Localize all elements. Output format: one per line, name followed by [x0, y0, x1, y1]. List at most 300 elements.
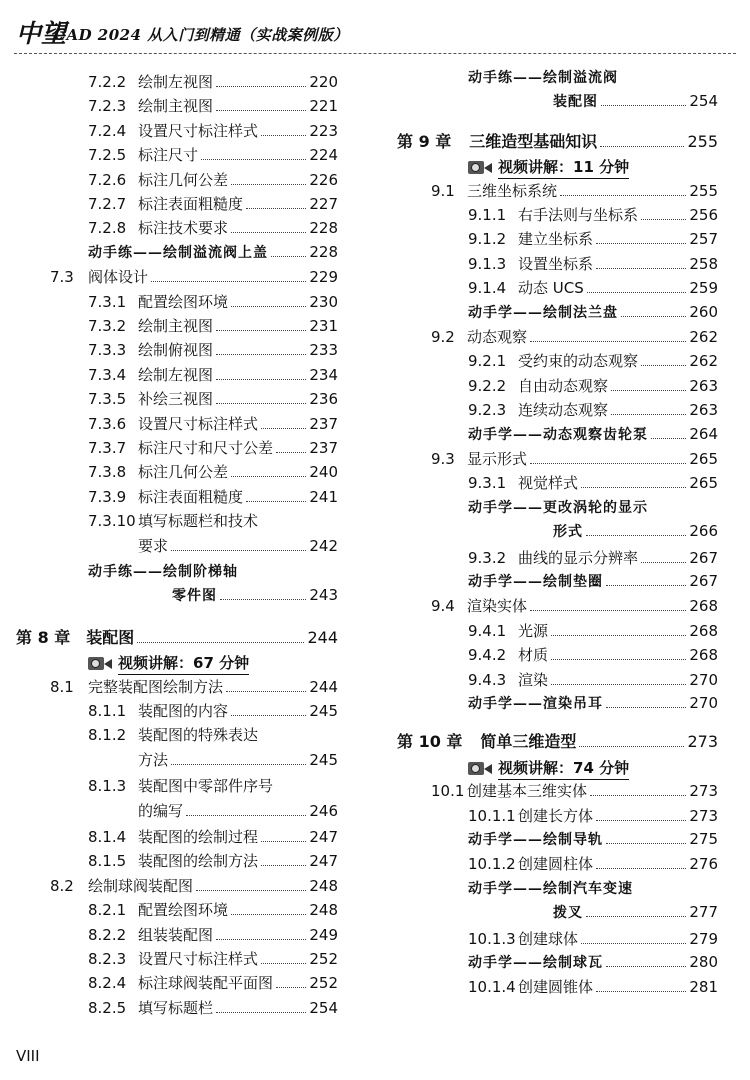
toc-entry[interactable] — [468, 472, 718, 494]
subsection-title-cont: 的编写 — [138, 801, 184, 820]
subsection-number: 7.2.6 — [88, 170, 127, 189]
toc-entry[interactable] — [50, 676, 338, 698]
page-number: 270 — [689, 694, 718, 712]
subsection-title: 填写标题栏 — [138, 998, 214, 1017]
toc-entry[interactable] — [88, 120, 338, 142]
toc-entry[interactable] — [138, 749, 338, 771]
subsection-title: 标注几何公差 — [138, 463, 229, 482]
subsection-title: 标注尺寸和尺寸公差 — [138, 439, 274, 457]
subsection-number: 9.3.2 — [468, 548, 507, 567]
toc-entry[interactable] — [88, 217, 338, 239]
exercise-title: 动手学——绘制汽车变速 — [468, 880, 633, 897]
page-number: 252 — [309, 950, 338, 968]
subsection-number: 7.2.5 — [88, 146, 127, 165]
page-number: 228 — [309, 219, 338, 238]
exercise-title: 动手学——绘制导轨 — [468, 832, 603, 848]
exercise-title-cont: 零件图 — [172, 588, 217, 605]
subsection-number: 9.3.1 — [468, 474, 507, 493]
leader-dots — [581, 487, 686, 488]
toc-entry[interactable] — [88, 364, 338, 386]
chapter-number: 第 8 章 — [16, 627, 71, 647]
leader-dots — [551, 659, 686, 660]
subsection-title: 组装装配图 — [138, 925, 214, 944]
page-number: 237 — [309, 414, 338, 433]
leader-dots — [590, 795, 686, 796]
video-camera-icon — [468, 159, 492, 176]
page-number: 249 — [309, 925, 338, 944]
toc-entry[interactable] — [88, 315, 338, 337]
toc-entry[interactable] — [88, 388, 338, 410]
page-number: 268 — [689, 597, 718, 616]
toc-entry[interactable] — [468, 669, 718, 691]
exercise-title: 动手学——动态观察齿轮泵 — [468, 426, 648, 443]
toc-entry[interactable] — [397, 129, 718, 151]
leader-dots — [261, 428, 306, 429]
subsection-title: 创建圆柱体 — [518, 855, 594, 874]
toc-left-column — [0, 0, 360, 1080]
leader-dots — [621, 316, 686, 317]
toc-entry[interactable] — [88, 700, 338, 722]
toc-entry[interactable] — [88, 242, 338, 264]
toc-entry[interactable] — [468, 302, 718, 324]
toc-right-column — [375, 0, 735, 1080]
chapter-title: 装配图 — [86, 627, 135, 647]
subsection-number: 8.2.5 — [88, 998, 127, 1017]
subsection-title: 右手法则与坐标系 — [518, 206, 639, 224]
leader-dots — [186, 815, 306, 816]
toc-entry[interactable] — [431, 595, 718, 617]
subsection-number: 8.2.2 — [88, 925, 127, 944]
page-number: 280 — [689, 953, 718, 971]
leader-dots — [171, 764, 306, 765]
toc-entry[interactable] — [468, 644, 718, 666]
subsection-number: 7.3.10 — [88, 512, 136, 531]
page-number: 264 — [689, 424, 718, 443]
subsection-title-cont: 方法 — [138, 750, 169, 769]
exercise-title: 动手练——绘制阶梯轴 — [88, 564, 238, 580]
leader-dots — [551, 684, 686, 685]
page-number: 226 — [309, 170, 338, 189]
leader-dots — [196, 890, 306, 891]
toc-entry[interactable] — [468, 375, 718, 397]
section-number: 9.2 — [431, 328, 455, 346]
leader-dots — [530, 341, 686, 342]
leader-dots — [586, 535, 686, 536]
subsection-number: 8.1.5 — [88, 852, 127, 871]
toc-entry[interactable] — [88, 71, 338, 93]
page-number: 233 — [309, 341, 338, 360]
subsection-number: 9.4.3 — [468, 670, 507, 689]
page-number: 277 — [689, 903, 718, 922]
toc-entry[interactable] — [88, 924, 338, 946]
toc-entry[interactable] — [88, 339, 338, 361]
subsection-number: 8.1.3 — [88, 777, 127, 796]
subsection-number: 10.1.2 — [468, 855, 516, 874]
page-number: 273 — [687, 732, 718, 752]
leader-dots — [560, 195, 686, 196]
leader-dots — [261, 865, 306, 866]
subsection-title: 绘制主视图 — [138, 97, 214, 116]
exercise-title-cont: 形式 — [553, 524, 583, 541]
toc-entry[interactable] — [468, 497, 648, 519]
page-number: 257 — [689, 230, 718, 249]
page-number: 244 — [307, 627, 338, 647]
subsection-title: 装配图的绘制过程 — [138, 828, 259, 846]
toc-entry[interactable] — [468, 350, 718, 372]
page-number: 265 — [689, 450, 718, 468]
subsection-number: 8.1.1 — [88, 702, 127, 720]
subsection-title: 填写标题栏和技术 — [138, 512, 259, 531]
toc-entry[interactable] — [88, 486, 338, 508]
section-number: 10.1 — [431, 782, 465, 801]
leader-dots — [530, 610, 686, 611]
page-number: 244 — [309, 677, 338, 696]
subsection-title: 创建长方体 — [518, 806, 594, 825]
leader-dots — [606, 707, 686, 708]
subsection-title: 标注技术要求 — [138, 219, 229, 238]
subsection-number: 7.3.3 — [88, 341, 127, 360]
subsection-number: 8.2.4 — [88, 974, 127, 993]
subsection-number: 9.2.1 — [468, 352, 507, 371]
page-number: 231 — [309, 317, 338, 335]
page-number: 254 — [309, 998, 338, 1017]
leader-dots — [611, 390, 686, 391]
subsection-number: 7.2.7 — [88, 195, 127, 213]
chapter-title: 简单三维造型 — [480, 732, 577, 752]
page-number: 281 — [689, 978, 718, 997]
section-title: 动态观察 — [467, 328, 528, 346]
exercise-title-cont: 拨叉 — [553, 905, 583, 922]
page-number: 241 — [309, 487, 338, 506]
exercise-title: 动手学——更改涡轮的显示 — [468, 499, 648, 516]
toc-entry[interactable] — [553, 521, 718, 543]
subsection-number: 10.1.1 — [468, 806, 516, 825]
leader-dots — [651, 438, 686, 439]
page-number: 267 — [689, 548, 718, 567]
subsection-number: 7.3.6 — [88, 414, 127, 433]
video-camera-icon — [88, 655, 112, 672]
toc-entry[interactable] — [88, 997, 338, 1019]
leader-dots — [216, 379, 306, 380]
leader-dots — [587, 292, 687, 293]
leader-dots — [220, 599, 306, 600]
toc-entry[interactable] — [468, 805, 718, 827]
toc-entry[interactable] — [468, 693, 718, 715]
page-number: 243 — [309, 586, 338, 605]
leader-dots — [216, 86, 306, 87]
page-number: 229 — [309, 268, 338, 287]
page-number: 245 — [309, 702, 338, 720]
page-number: 262 — [689, 352, 718, 371]
subsection-number: 9.4.2 — [468, 646, 507, 665]
subsection-title: 装配图的绘制方法 — [138, 852, 259, 871]
page-number: 263 — [689, 401, 718, 420]
leader-dots — [641, 365, 686, 366]
subsection-number: 9.1.2 — [468, 230, 507, 249]
leader-dots — [231, 914, 306, 915]
subsection-number: 9.2.3 — [468, 401, 507, 420]
section-title: 显示形式 — [467, 450, 528, 468]
exercise-title: 动手学——绘制球瓦 — [468, 955, 603, 971]
toc-entry[interactable] — [468, 878, 633, 900]
subsection-title: 光源 — [518, 621, 549, 640]
exercise-title: 动手学——绘制垫圈 — [468, 574, 603, 590]
toc-entry[interactable] — [88, 144, 338, 166]
leader-dots — [596, 820, 686, 821]
page-number: 237 — [309, 439, 338, 457]
section-title: 阀体设计 — [88, 268, 149, 287]
page-number: 240 — [309, 463, 338, 482]
page-folio: VIII — [16, 1047, 40, 1065]
subsection-number: 7.2.8 — [88, 219, 127, 238]
leader-dots — [231, 232, 306, 233]
chapter-title: 三维造型基础知识 — [469, 131, 598, 151]
page-number: 266 — [689, 522, 718, 541]
toc-entry[interactable] — [88, 948, 338, 970]
toc-entry[interactable] — [431, 780, 718, 802]
leader-dots — [226, 691, 306, 692]
page-number: 263 — [689, 376, 718, 395]
leader-dots — [606, 585, 686, 586]
subsection-number: 7.2.4 — [88, 121, 127, 140]
toc-entry[interactable] — [468, 253, 718, 275]
subsection-title: 标注几何公差 — [138, 170, 229, 189]
page-number: 247 — [309, 852, 338, 871]
subsection-title: 绘制主视图 — [138, 317, 214, 335]
toc-entry[interactable] — [138, 800, 338, 822]
leader-dots — [231, 715, 306, 716]
page-number: 258 — [689, 254, 718, 273]
exercise-title: 动手学——绘制法兰盘 — [468, 304, 618, 321]
toc-entry[interactable] — [88, 95, 338, 117]
subsection-title: 设置尺寸标注样式 — [138, 950, 259, 968]
toc-entry[interactable] — [553, 91, 718, 113]
toc-entry[interactable] — [88, 437, 338, 459]
section-title: 完整装配图绘制方法 — [88, 677, 224, 696]
video-lecture-text: 视频讲解：11 分钟 — [498, 156, 629, 179]
leader-dots — [261, 963, 306, 964]
subsection-title: 视觉样式 — [518, 474, 579, 493]
subsection-number: 9.1.1 — [468, 206, 507, 224]
subsection-title: 标注表面粗糙度 — [138, 195, 244, 213]
toc-entry[interactable] — [468, 952, 718, 974]
toc-entry[interactable] — [431, 326, 718, 348]
page-number: 267 — [689, 572, 718, 590]
leader-dots — [216, 403, 306, 404]
page-number: 273 — [689, 806, 718, 825]
page-number: 256 — [689, 206, 718, 224]
chapter-number: 第 10 章 — [397, 732, 463, 752]
page-number: 265 — [689, 474, 718, 493]
toc-entry[interactable] — [468, 571, 718, 593]
leader-dots — [201, 159, 306, 160]
toc-entry[interactable] — [468, 67, 618, 89]
subsection-number: 9.2.2 — [468, 376, 507, 395]
exercise-title: 动手练——绘制溢流阀 — [468, 70, 618, 86]
page-number: 260 — [689, 302, 718, 321]
leader-dots — [231, 476, 306, 477]
video-lecture-text: 视频讲解：67 分钟 — [118, 652, 249, 675]
section-title: 绘制球阀装配图 — [88, 876, 194, 895]
leader-dots — [596, 243, 686, 244]
toc-entry[interactable] — [88, 413, 338, 435]
leader-dots — [606, 843, 686, 844]
toc-entry[interactable] — [553, 902, 718, 924]
leader-dots — [216, 1012, 306, 1013]
subsection-title: 标注球阀装配平面图 — [138, 974, 274, 993]
subsection-number: 7.3.2 — [88, 317, 127, 335]
leader-dots — [596, 868, 686, 869]
page-number: 248 — [309, 901, 338, 920]
toc-entry[interactable] — [468, 399, 718, 421]
subsection-number: 9.1.3 — [468, 254, 507, 273]
subsection-title: 装配图的内容 — [138, 702, 229, 720]
subsection-title: 材质 — [518, 646, 549, 665]
page-number: 220 — [309, 73, 338, 91]
subsection-title: 建立坐标系 — [518, 230, 594, 249]
leader-dots — [611, 414, 686, 415]
leader-dots — [596, 268, 686, 269]
section-number: 9.1 — [431, 181, 455, 200]
leader-dots — [586, 916, 686, 917]
page-number: 254 — [689, 92, 718, 111]
subsection-title: 配置绘图环境 — [138, 292, 229, 311]
toc-entry[interactable] — [468, 928, 718, 950]
subsection-title: 补绘三视图 — [138, 390, 214, 409]
page-number: 268 — [689, 621, 718, 640]
toc-entry[interactable] — [88, 850, 338, 872]
toc-entry[interactable] — [50, 266, 338, 288]
leader-dots — [530, 463, 686, 464]
toc-entry[interactable] — [468, 424, 718, 446]
page-number: 245 — [309, 750, 338, 769]
toc-entry[interactable] — [88, 461, 338, 483]
toc-entry[interactable] — [88, 826, 338, 848]
toc-entry[interactable] — [468, 620, 718, 642]
section-title: 渲染实体 — [467, 597, 528, 616]
section-number: 7.3 — [50, 268, 74, 287]
video-lecture-label[interactable] — [468, 757, 629, 780]
video-lecture-text: 视频讲解：74 分钟 — [498, 757, 629, 780]
toc-entry[interactable] — [88, 510, 258, 532]
video-lecture-label[interactable] — [468, 156, 629, 179]
page-number: 262 — [689, 328, 718, 346]
page-number: 227 — [309, 195, 338, 213]
header-title: CAD 2024 从入门到精通（实战案例版） — [54, 26, 349, 44]
subsection-title: 动态 UCS — [518, 279, 584, 298]
subsection-number: 7.3.5 — [88, 390, 127, 409]
leader-dots — [596, 991, 686, 992]
subsection-title: 自由动态观察 — [518, 376, 609, 395]
page-number: 224 — [309, 146, 338, 165]
page-number: 242 — [309, 536, 338, 555]
section-number: 8.2 — [50, 876, 74, 895]
toc-entry[interactable] — [468, 829, 718, 851]
toc-entry[interactable] — [431, 448, 718, 470]
page-number: 259 — [689, 279, 718, 298]
subsection-title: 装配图的特殊表达 — [138, 726, 259, 745]
leader-dots — [606, 966, 686, 967]
toc-entry[interactable] — [88, 193, 338, 215]
toc-entry[interactable] — [468, 853, 718, 875]
subsection-number: 7.3.7 — [88, 439, 127, 457]
leader-dots — [216, 354, 306, 355]
toc-entry[interactable] — [88, 724, 258, 746]
leader-dots — [641, 219, 686, 220]
video-lecture-label[interactable] — [88, 652, 249, 675]
subsection-number: 9.1.4 — [468, 279, 507, 298]
subsection-number: 8.1.2 — [88, 726, 127, 745]
toc-entry[interactable] — [468, 547, 718, 569]
toc-entry[interactable] — [468, 976, 718, 998]
leader-dots — [137, 642, 304, 643]
toc-entry[interactable] — [138, 535, 338, 557]
page-number: 275 — [689, 830, 718, 848]
page-number: 223 — [309, 121, 338, 140]
page-number: 228 — [309, 242, 338, 261]
page-number: 246 — [309, 801, 338, 820]
toc-entry[interactable] — [88, 972, 338, 994]
toc-entry[interactable] — [88, 899, 338, 921]
subsection-number: 7.2.2 — [88, 73, 127, 91]
leader-dots — [579, 746, 684, 747]
page-number: 252 — [309, 974, 338, 993]
exercise-title: 动手练——绘制溢流阀上盖 — [88, 244, 268, 261]
toc-entry[interactable] — [431, 180, 718, 202]
subsection-title: 受约束的动态观察 — [518, 352, 639, 371]
leader-dots — [171, 550, 306, 551]
leader-dots — [231, 184, 306, 185]
subsection-number: 7.3.8 — [88, 463, 127, 482]
toc-entry[interactable] — [50, 875, 338, 897]
subsection-number: 7.3.9 — [88, 487, 127, 506]
toc-entry[interactable] — [16, 625, 338, 647]
toc-entry[interactable] — [468, 228, 718, 250]
section-title: 三维坐标系统 — [467, 181, 558, 200]
leader-dots — [261, 135, 306, 136]
video-camera-icon — [468, 760, 492, 777]
toc-entry[interactable] — [397, 729, 718, 751]
leader-dots — [216, 110, 306, 111]
toc-entry[interactable] — [88, 561, 238, 583]
subsection-number: 10.1.4 — [468, 978, 516, 997]
subsection-title: 标注尺寸 — [138, 146, 199, 165]
toc-entry[interactable] — [172, 585, 338, 607]
subsection-title: 连续动态观察 — [518, 401, 609, 420]
leader-dots — [216, 330, 306, 331]
toc-entry[interactable] — [468, 277, 718, 299]
subsection-title: 装配图中零部件序号 — [138, 777, 274, 796]
leader-dots — [276, 987, 306, 988]
subsection-title: 配置绘图环境 — [138, 901, 229, 920]
subsection-title: 设置尺寸标注样式 — [138, 121, 259, 140]
page-number: 221 — [309, 97, 338, 116]
toc-entry[interactable] — [468, 204, 718, 226]
subsection-title: 标注表面粗糙度 — [138, 487, 244, 506]
header-logo: 中望 — [16, 19, 67, 48]
leader-dots — [231, 306, 306, 307]
toc-entry[interactable] — [88, 169, 338, 191]
page-number: 255 — [687, 131, 718, 151]
subsection-number: 7.3.4 — [88, 365, 127, 384]
toc-entry[interactable] — [88, 775, 273, 797]
leader-dots — [276, 452, 306, 453]
toc-entry[interactable] — [88, 291, 338, 313]
leader-dots — [216, 939, 306, 940]
leader-dots — [246, 501, 306, 502]
page-number: 276 — [689, 855, 718, 874]
subsection-number: 10.1.3 — [468, 929, 516, 948]
